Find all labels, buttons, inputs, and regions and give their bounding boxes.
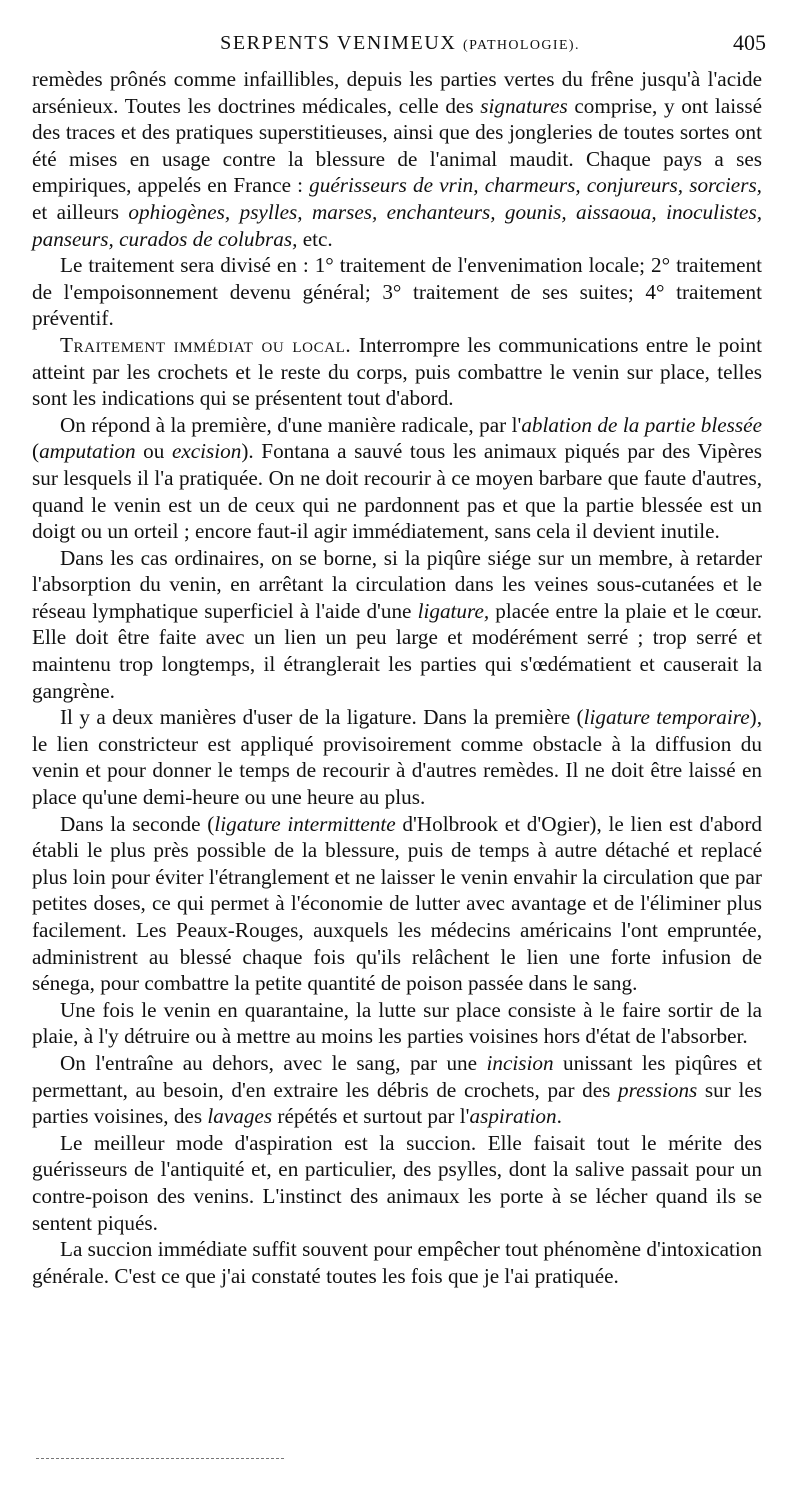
body-text [32,66,762,1289]
text-run: etc. [297,226,333,251]
paragraph [32,704,762,810]
paragraph [32,252,762,332]
text-run: Il y a deux manières d'user de la ligature. Dans la première ( [60,705,584,730]
text-run: La succion immédiate suffit souvent pour empêcher tout phénomène d'intoxication générale. C'est ce que j'ai constaté toutes les fois que je l'ai pratiquée. [32,1237,762,1288]
italic-text: ligature intermittente [214,811,396,836]
text-run: On l'entraîne au dehors, avec le sang, par une [60,1050,487,1075]
text-run: Interrompre les communications entre le point atteint par les crochets et le reste du corps, puis combattre le venin sur place, telles sont les indications qui se présentent tout d'abord. [32,332,762,411]
text-run: ( [32,439,40,464]
italic-text: ligature temporaire [583,705,750,730]
text-run: ). Fontana a sauvé tous les animaux piqués par des Vipères sur lesquels il l'a pratiquée. On ne doit recourir à ce moyen barbare que faute d'autres, quand le venin est un de ceux qui ne pardonnent pas et que la partie blessée est un doigt ou un orteil ; encore faut-il agir immédiatement, sans cela il devient inutile. [32,439,763,544]
text-run: On répond à la première, d'une manière radicale, par l' [60,412,522,437]
text-run: Le meilleur mode d'aspiration est la succion. Elle faisait tout le mérite des guérisseurs de l'antiquité et, en particulier, des psylles, dont la salive passait pour un contre-poison des venins. L'instinct des animaux les porte à se lécher quand ils se sentent piqués. [32,1130,762,1235]
text-run: remèdes prônés comme infaillibles, depuis les parties vertes du frêne jusqu'à l'acide arsénieux. Toutes les doctrines médicales, celle des [32,67,762,118]
paragraph [32,332,762,412]
text-run: placée entre la plaie et le cœur. Elle doit être faite avec un lien un peu large et modérément serré ; trop serré et maintenu trop longtemps, il étranglerait les parties qui s'œdématient et causerait la gangrène. [32,598,763,703]
italic-text: lavages [207,1104,273,1129]
section-heading: Traitement immédiat ou local. [60,332,352,357]
paragraph [32,1050,762,1130]
text-run: répétés et surtout par l' [272,1104,470,1129]
text-run: unissant les piqûres et permettant, au besoin, d'en extraire les débris de crochets, par des [32,1050,763,1102]
italic-text: guérisseurs de vrin, charmeurs, conjureurs, sorciers, [309,173,762,198]
text-run: comprise, y ont laissé des traces et des pratiques superstitieuses, ainsi que des jongleries de toutes sortes ont été mises en usage contre la blessure de l'animal maudit. Chaque pays a ses empiriques, appelés en France : [32,93,763,198]
italic-text: pressions [618,1077,698,1102]
paragraph [32,811,762,997]
italic-text: incision [486,1050,554,1075]
text-run: . [556,1104,562,1129]
text-run: et ailleurs [32,199,129,224]
text-run: ou [135,439,172,464]
paragraph [32,412,762,545]
running-title: SERPENTS VENIMEUX [220,32,457,54]
italic-text: ablation de la partie blessée [521,412,762,437]
running-subtitle: (PATHOLOGIE). [463,38,580,53]
text-run: sur les parties voisines, des [32,1077,762,1129]
italic-text: signatures [480,93,568,118]
page-header [30,32,770,60]
paragraph [32,545,762,705]
italic-text: excision [171,439,242,464]
paragraph [32,1236,762,1289]
italic-text: ligature, [417,598,490,623]
text-run: ), le lien constricteur est appliqué provisoirement comme obstacle à la diffusion du venin et pour donner le temps de recourir à d'autres remèdes. Il ne doit être laissé en place qu'une demi-heure ou une heure au plus. [32,705,763,810]
italic-text: amputation [39,439,136,464]
text-run: d'Holbrook et d'Ogier), le lien est d'abord établi le plus près possible de la blessure, puis de temps à autre détaché et replacé plus loin pour éviter l'étranglement et ne laisser le venin envahir la circulation que par petites doses, ce qui permet à l'économie de lutter avec avantage et de l'éliminer plus facilement. Les Peaux-Rouges, auxquels les médecins américains l'ont empruntée, administrent au blessé chaque fois qu'ils relâchent le lien une forte infusion de sénega, pour combattre la petite quantité de poison passée dans le sang. [32,811,762,996]
page-number: 405 [733,30,766,55]
paragraph [32,66,762,252]
text-run: Le traitement sera divisé en : 1° traitement de l'envenimation locale; 2° traitement de l'empoisonnement devenu général; 3° traitement de ses suites; 4° traitement préventif. [32,253,762,331]
footer-rule [36,1458,284,1459]
paragraph [32,997,762,1050]
running-head [30,32,770,55]
italic-text: aspiration [469,1104,557,1129]
paragraph [32,1130,762,1236]
text-run: Une fois le venin en quarantaine, la lutte sur place consiste à le faire sortir de la plaie, à l'y détruire ou à mettre au moins les parties voisines hors d'état de l'absorber. [32,997,762,1049]
italic-text: ophiogènes, psylles, marses, enchanteurs, gounis, aissaoua, inoculistes, panseurs, curados de colubras, [32,199,763,251]
text-run: Dans les cas ordinaires, on se borne, si la piqûre siége sur un membre, à retarder l'absorption du venin, en arrêtant la circulation dans les veines sous-cutanées et le réseau lymphatique superficiel à l'aide d'une [32,545,762,623]
text-run: Dans la seconde ( [60,811,215,836]
